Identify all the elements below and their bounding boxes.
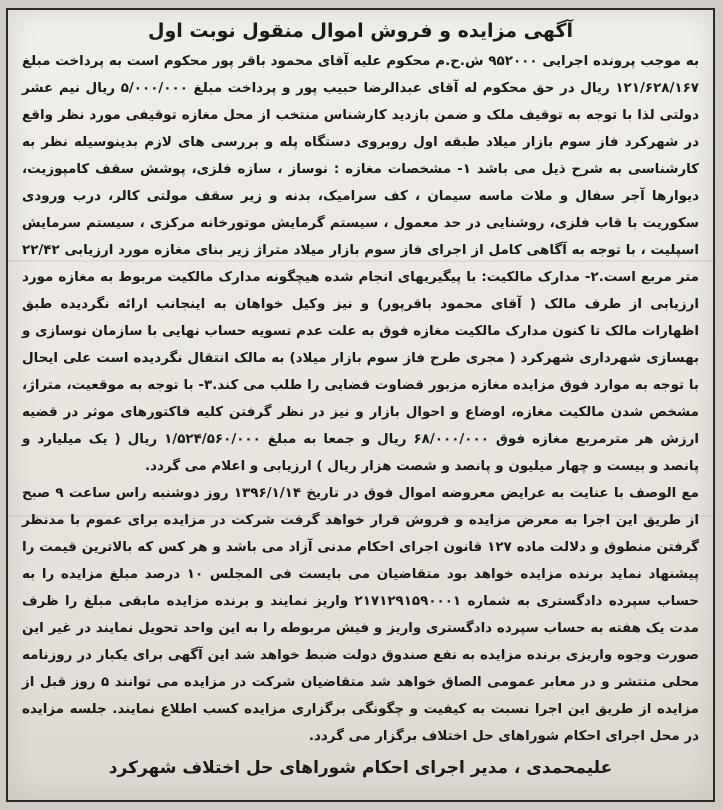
newspaper-notice-clipping: [6, 8, 715, 802]
notice-body-paragraph-1: به موجب پرونده اجرایی ۹۵۲۰۰۰ ش.ح.م محکوم علیه آقای محمود باقر پور محکوم است به پرداخت مبلغ ۱۲۱/۶۲۸/۱۶۷ ریال در حق محکوم له آقای عبدالرضا حبیب پور و پرداخت مبلغ ۵/۰۰۰/۰۰۰ ریال نیم عشر دولتی لذا با توجه به توقیف ملک و ضمن بازدید کارشناس منتخب از محل مغازه توقیفی مورد نظر واقع در شهرکرد فاز سوم بازار میلاد طبقه اول روبروی دستگاه پله و بررسی های لازم بدینوسیله نظر به کارشناسی به شرح ذیل می باشد ۱- مشخصات مغازه : نوساز ، سازه فلزی، پوشش سقف کامپوزیت، دیوارها آجر سفال و ملات ماسه سیمان ، کف سرامیک، بدنه و زیر سقف مولتی کالر، درب ورودی سکوریت با قاب فلزی، روشنایی در حد معمول ، سیستم گرمایش موتورخانه مرکزی ، سیستم سرمایش اسپلیت ، با توجه به آگاهی کامل از اجرای فاز سوم بازار میلاد متراژ زیر بنای مغازه مورد ارزیابی ۲۲/۴۲ متر مربع است.۲- مدارک مالکیت: با پیگیریهای انجام شده هیچگونه مدارک مالکیت مربوط به مغازه مورد ارزیابی از طرف مالک ( آقای محمود باقرپور) و نیز وکیل خواهان به اینجانب ارائه نگردیده طبق اظهارات مالک تا کنون مدارک مالکیت مغازه فوق به علت عدم تسویه حساب نهایی با سازمان نوسازی و بهسازی شهرداری شهرکرد ( مجری طرح فاز سوم بازار میلاد) به مالک انتقال نگردیده است علی ایحال با توجه به موارد فوق مزایده مغازه مزبور قضاوت قضایی را طلب می کند.۳- با توجه به موقعیت، متراژ، مشخص شدن مالکیت مغازه، اوضاع و احوال بازار و نیز در نظر گرفتن کلیه فاکتورهای موثر در قضیه ارزش هر مترمربع مغازه فوق ۶۸/۰۰۰/۰۰۰ ریال و جمعا به مبلغ ۱/۵۲۴/۵۶۰/۰۰۰ ریال ( یک میلیارد و پانصد و بیست و چهار میلیون و پانصد و شصت هزار ریال ) ارزیابی و اعلام می گردد.: [22, 54, 699, 474]
notice-signature: علیمحمدی ، مدیر اجرای احکام شوراهای حل اختلاف شهرکرد: [108, 758, 613, 778]
notice-title: آگهی مزایده و فروش اموال منقول نوبت اول: [147, 20, 574, 42]
notice-body-paragraph-2: مع الوصف با عنایت به عرایض معروضه اموال فوق در تاریخ ۱۳۹۶/۱/۱۴ روز دوشنبه راس ساعت ۹ صبح از طریق این اجرا به معرض مزایده و فروش قرار خواهد گرفت شرکت در مزایده برای عموم با مدنظر گرفتن منطوق و دلالت ماده ۱۲۷ قانون اجرای احکام مدنی آزاد می باشد و هر کس که بالاترین قیمت را پیشنهاد نماید برنده مزایده خواهد بود متقاضیان می بایست فی المجلس ۱۰ درصد مبلغ مزایده را به حساب سپرده دادگستری به شماره ۲۱۷۱۲۹۱۵۹۰۰۰۱ واریز نمایند و برنده مزایده مابقی مبلغ را ظرف مدت یک هفته به حساب سپرده دادگستری واریز و فیش مربوطه را به این واحد تحویل نمایند در غیر این صورت وجوه واریزی برنده مزایده به نفع صندوق دولت ضبط خواهد شد این آگهی برای یکبار در روزنامه محلی منتشر و در معابر عمومی الصاق خواهد شد متقاضیان شرکت در مزایده می توانند ۵ روز قبل از مزایده از طریق این اجرا نسبت به کیفیت و چگونگی برگزاری مزایده کسب اطلاع نمایند. جلسه مزایده در محل اجرای احکام شوراهای حل اختلاف برگزار می گردد.: [22, 486, 699, 744]
